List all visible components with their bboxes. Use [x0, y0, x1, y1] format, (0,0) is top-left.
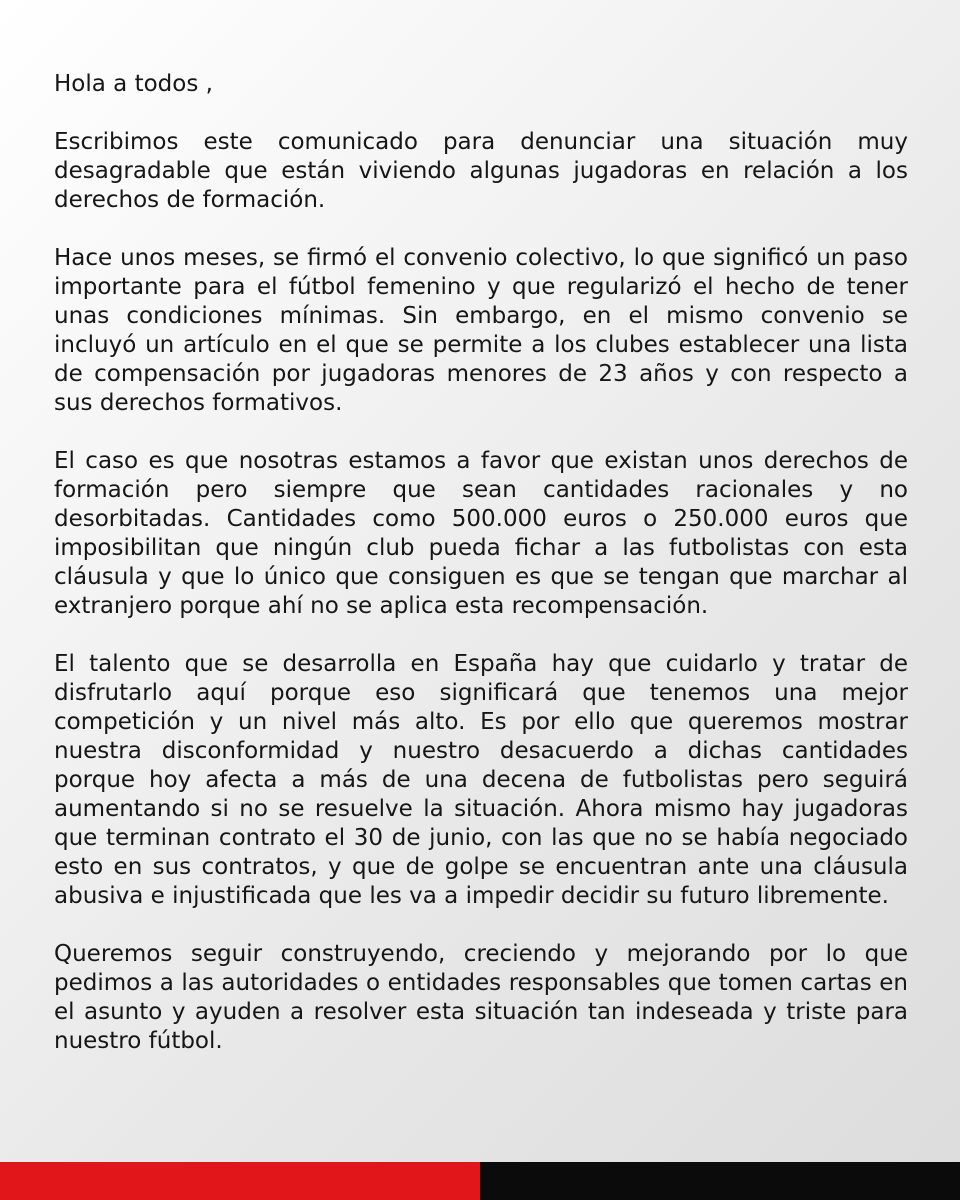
black-bar-segment: [480, 1162, 960, 1200]
paragraph-1: Escribimos este comunicado para denunciar una situación muy desagradable que están viviendo algunas jugadoras en relación a los derechos de formación.: [54, 129, 908, 213]
paragraph-3: El caso es que nosotras estamos a favor que existan unos derechos de formación pero siempre que sean cantidades racionales y no desorbitadas. Cantidades como 500.000 euros o 250.000 euros que imposibilitan que ningún club pueda fichar a las futbolistas con esta cláusula y que lo único que consiguen es que se tengan que marchar al extranjero porque ahí no se aplica esta recompensación.: [54, 448, 908, 619]
paragraph-2: Hace unos meses, se firmó el convenio colectivo, lo que significó un paso importante para el fútbol femenino y que regularizó el hecho de tener unas condiciones mínimas. Sin embargo, en el mismo convenio se incluyó un artículo en el que se permite a los clubes establecer una lista de compensación por jugadoras menores de 23 años y con respecto a sus derechos formativos.: [54, 245, 908, 416]
bottom-color-bar: [0, 1162, 960, 1200]
paragraph-5: Queremos seguir construyendo, creciendo y mejorando por lo que pedimos a las autoridades o entidades responsables que tomen cartas en el asunto y ayuden a resolver esta situación tan indeseada y triste para nuestro fútbol.: [54, 941, 908, 1054]
greeting: Hola a todos ,: [54, 71, 213, 97]
statement-body: [54, 70, 908, 1085]
red-bar-segment: [0, 1162, 480, 1200]
paragraph-4: El talento que se desarrolla en España hay que cuidarlo y tratar de disfrutarlo aquí porque eso significará que tenemos una mejor competición y un nivel más alto. Es por ello que queremos mostrar nuestra disconformidad y nuestro desacuerdo a dichas cantidades porque hoy afecta a más de una decena de futbolistas pero seguirá aumentando si no se resuelve la situación. Ahora mismo hay jugadoras que terminan contrato el 30 de junio, con las que no se había negociado esto en sus contratos, y que de golpe se encuentran ante una cláusula abusiva e injustificada que les va a impedir decidir su futuro libremente.: [54, 651, 908, 909]
